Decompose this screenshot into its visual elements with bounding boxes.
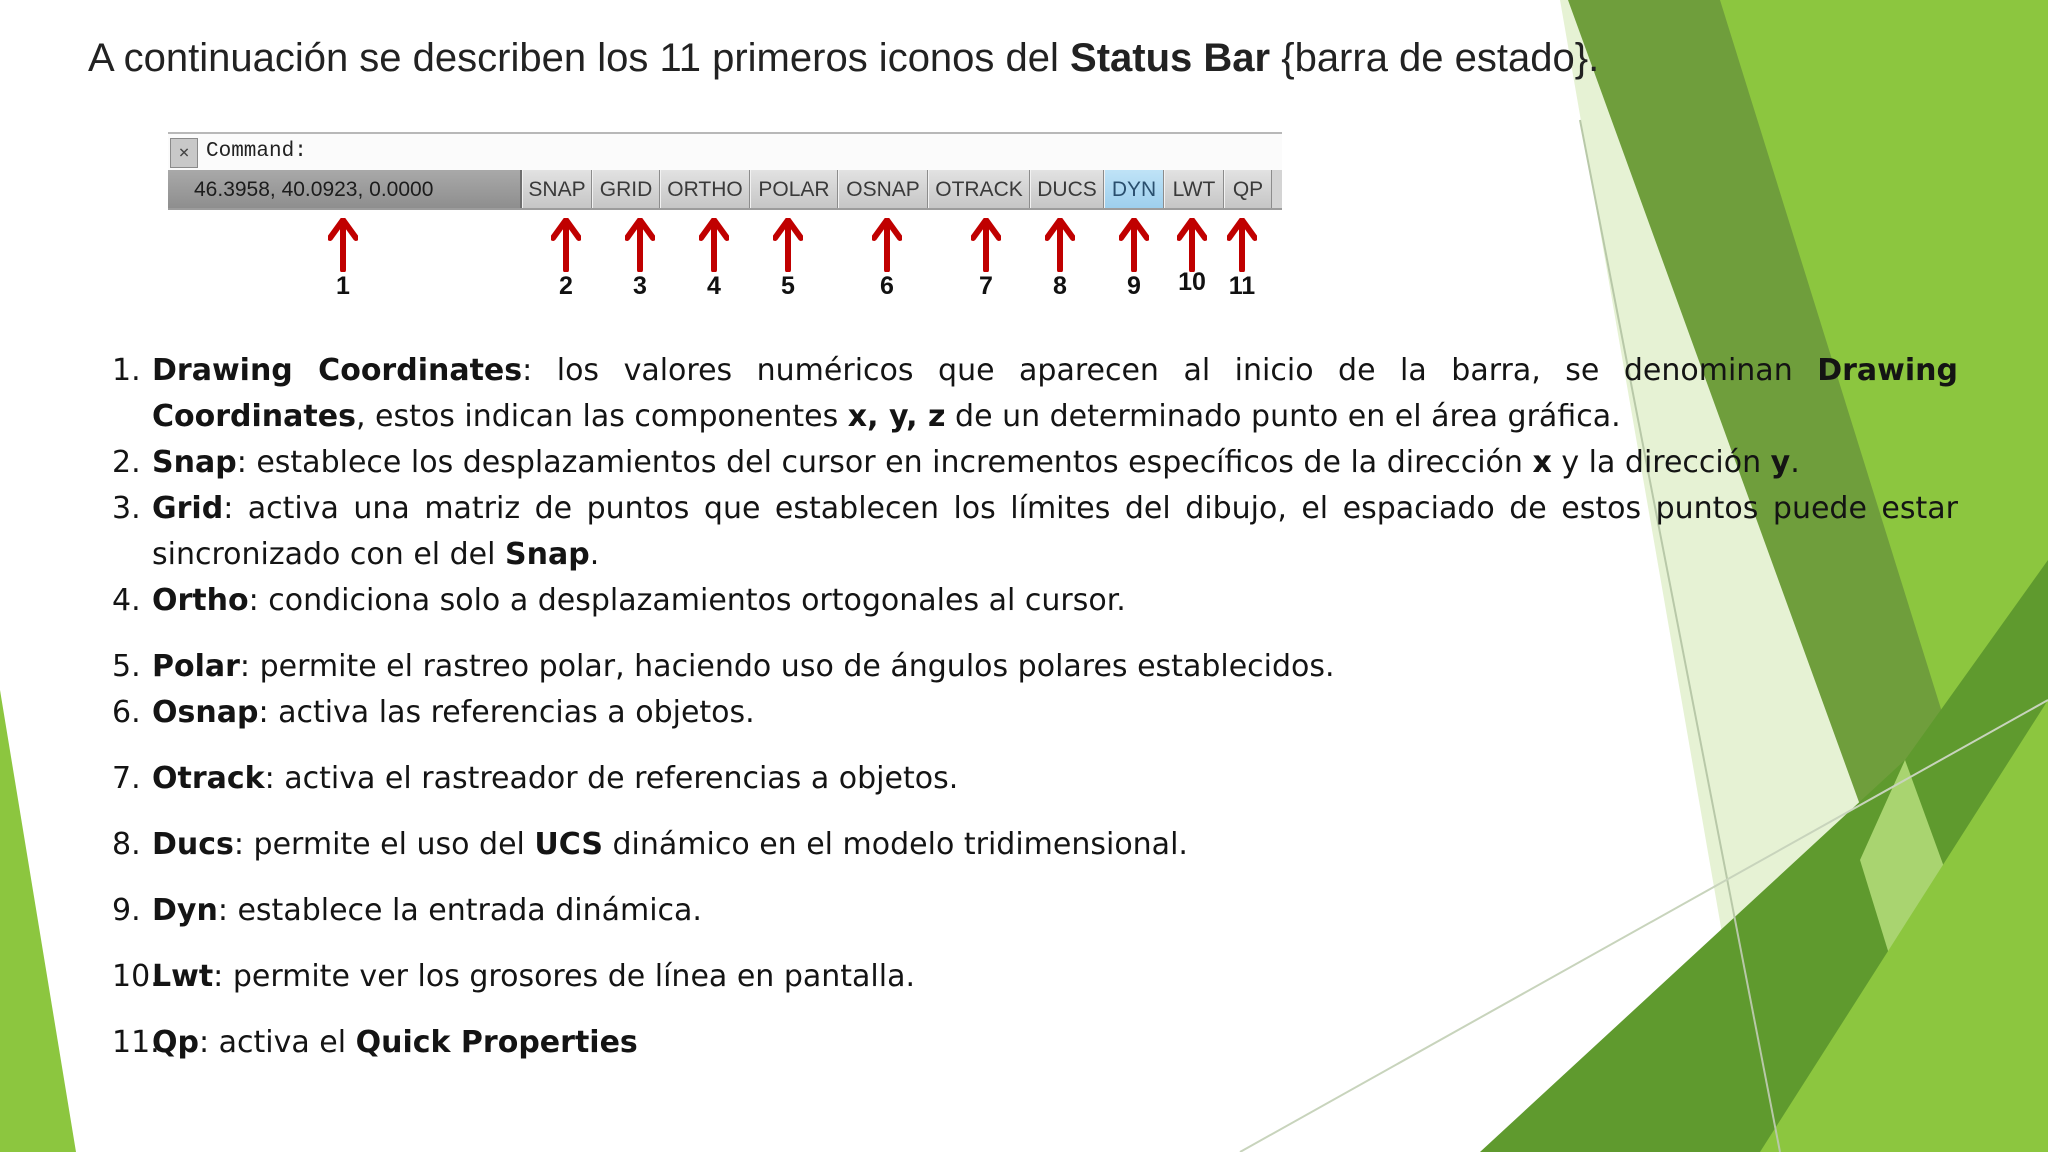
up-arrow-icon: [872, 218, 902, 272]
item-term: UCS: [534, 827, 603, 862]
list-item: [112, 888, 1958, 934]
marker-number: 10: [1178, 268, 1206, 296]
marker-number: 7: [979, 272, 993, 300]
marker-number: 5: [781, 272, 795, 300]
list-item: [112, 690, 1958, 736]
item-term: Otrack: [152, 761, 265, 796]
item-term: Drawing Coordinates: [152, 353, 1958, 434]
command-label: Command:: [206, 140, 307, 163]
item-text: : permite ver los grosores de línea en pantalla.: [213, 959, 916, 994]
up-arrow-icon: [971, 218, 1001, 272]
item-term: y: [1770, 445, 1791, 480]
page-title: [88, 36, 1599, 81]
up-arrow-icon: [625, 218, 655, 272]
up-arrow-icon: [1119, 218, 1149, 272]
item-text: : permite el rastreo polar, haciendo uso de ángulos polares establecidos.: [239, 649, 1335, 684]
close-icon[interactable]: ×: [170, 138, 198, 168]
item-term: Qp: [152, 1025, 199, 1060]
item-number: 8.: [112, 827, 141, 862]
status-bar: [168, 170, 1282, 210]
marker-number: 2: [559, 272, 573, 300]
item-text: , estos indican las componentes: [355, 399, 848, 434]
item-text: .: [589, 537, 600, 572]
marker-3: [610, 218, 670, 301]
item-text: .: [1790, 445, 1800, 480]
otrack-button[interactable]: OTRACK: [928, 170, 1030, 208]
item-number: 3.: [112, 491, 141, 526]
title-suffix-text: {barra de estado}.: [1270, 36, 1600, 80]
definitions-list: [112, 348, 1958, 1066]
list-item: [112, 822, 1958, 868]
item-number: 11.: [112, 1025, 160, 1060]
item-text: : activa una matriz de puntos que establecen los límites del dibujo, el espaciado de estos puntos puede estar sincronizado con el del: [152, 491, 1958, 572]
marker-number: 4: [707, 272, 721, 300]
up-arrow-icon: [551, 218, 581, 272]
marker-number: 9: [1127, 272, 1141, 300]
item-number: 10.: [112, 959, 160, 994]
item-text: : activa las referencias a objetos.: [258, 695, 755, 730]
marker-number: 11: [1228, 272, 1256, 300]
grid-button[interactable]: GRID: [592, 170, 660, 208]
list-item: [112, 954, 1958, 1000]
list-item: [112, 578, 1958, 624]
lwt-button[interactable]: LWT: [1164, 170, 1224, 208]
up-arrow-icon: [1045, 218, 1075, 272]
item-text: : establece los desplazamientos del cursor en incrementos específicos de la dirección: [236, 445, 1533, 480]
item-term: Polar: [152, 649, 240, 684]
marker-number: 1: [336, 272, 350, 300]
marker-8: [1030, 218, 1090, 301]
item-text: dinámico en el modelo tridimensional.: [602, 827, 1188, 862]
dyn-button[interactable]: DYN: [1104, 170, 1164, 208]
item-term: Ortho: [152, 583, 249, 618]
polar-button[interactable]: POLAR: [750, 170, 838, 208]
list-item: [112, 348, 1958, 440]
title-text: A continuación se describen los 11 primeros iconos del: [88, 36, 1071, 80]
osnap-button[interactable]: OSNAP: [838, 170, 928, 208]
marker-4: [684, 218, 744, 301]
item-number: 9.: [112, 893, 141, 928]
item-text: : permite el uso del: [233, 827, 535, 862]
marker-11: [1212, 218, 1272, 301]
marker-number: 3: [633, 272, 647, 300]
up-arrow-icon: [1227, 218, 1257, 272]
list-item: [112, 1020, 1958, 1066]
status-bar-image: [168, 132, 1282, 210]
qp-button[interactable]: QP: [1224, 170, 1272, 208]
command-line: [168, 132, 1282, 172]
item-term: x, y, z: [847, 399, 946, 434]
ortho-button[interactable]: ORTHO: [660, 170, 750, 208]
item-term: Grid: [152, 491, 224, 526]
item-term: x: [1532, 445, 1552, 480]
item-text: : activa el rastreador de referencias a objetos.: [264, 761, 959, 796]
item-term: Dyn: [152, 893, 218, 928]
list-item: [112, 440, 1958, 486]
drawing-coordinates: 46.3958, 40.0923, 0.0000: [168, 170, 522, 208]
marker-2: [536, 218, 596, 301]
snap-button[interactable]: SNAP: [522, 170, 592, 208]
marker-9: [1104, 218, 1164, 301]
item-term: Snap: [505, 537, 590, 572]
up-arrow-icon: [699, 218, 729, 272]
list-item: [112, 756, 1958, 802]
marker-number: 8: [1053, 272, 1067, 300]
ducs-button[interactable]: DUCS: [1030, 170, 1104, 208]
marker-7: [956, 218, 1016, 301]
item-number: 7.: [112, 761, 141, 796]
item-number: 5.: [112, 649, 141, 684]
item-text: : activa el: [198, 1025, 356, 1060]
marker-number: 6: [880, 272, 894, 300]
marker-5: [758, 218, 818, 301]
item-term: Osnap: [152, 695, 259, 730]
up-arrow-icon: [1177, 218, 1207, 272]
list-item: [112, 644, 1958, 690]
item-text: : los valores numéricos que aparecen al inicio de la barra, se denominan: [522, 353, 1818, 388]
item-number: 1.: [112, 353, 141, 388]
item-term: Lwt: [152, 959, 214, 994]
item-term: Quick Properties: [355, 1025, 638, 1060]
item-text: de un determinado punto en el área gráfica.: [945, 399, 1621, 434]
item-term: Snap: [152, 445, 237, 480]
item-number: 4.: [112, 583, 141, 618]
marker-6: [857, 218, 917, 301]
item-text: y la dirección: [1551, 445, 1771, 480]
item-term: Ducs: [152, 827, 234, 862]
up-arrow-icon: [773, 218, 803, 272]
item-number: 6.: [112, 695, 141, 730]
item-text: : establece la entrada dinámica.: [217, 893, 702, 928]
item-text: : condiciona solo a desplazamientos ortogonales al cursor.: [248, 583, 1126, 618]
item-number: 2.: [112, 445, 141, 480]
marker-1: [313, 218, 373, 301]
left-green-sliver: [0, 690, 76, 1152]
up-arrow-icon: [328, 218, 358, 272]
title-bold-text: Status Bar: [1070, 36, 1271, 80]
list-item: [112, 486, 1958, 578]
item-term: Drawing Coordinates: [152, 353, 523, 388]
